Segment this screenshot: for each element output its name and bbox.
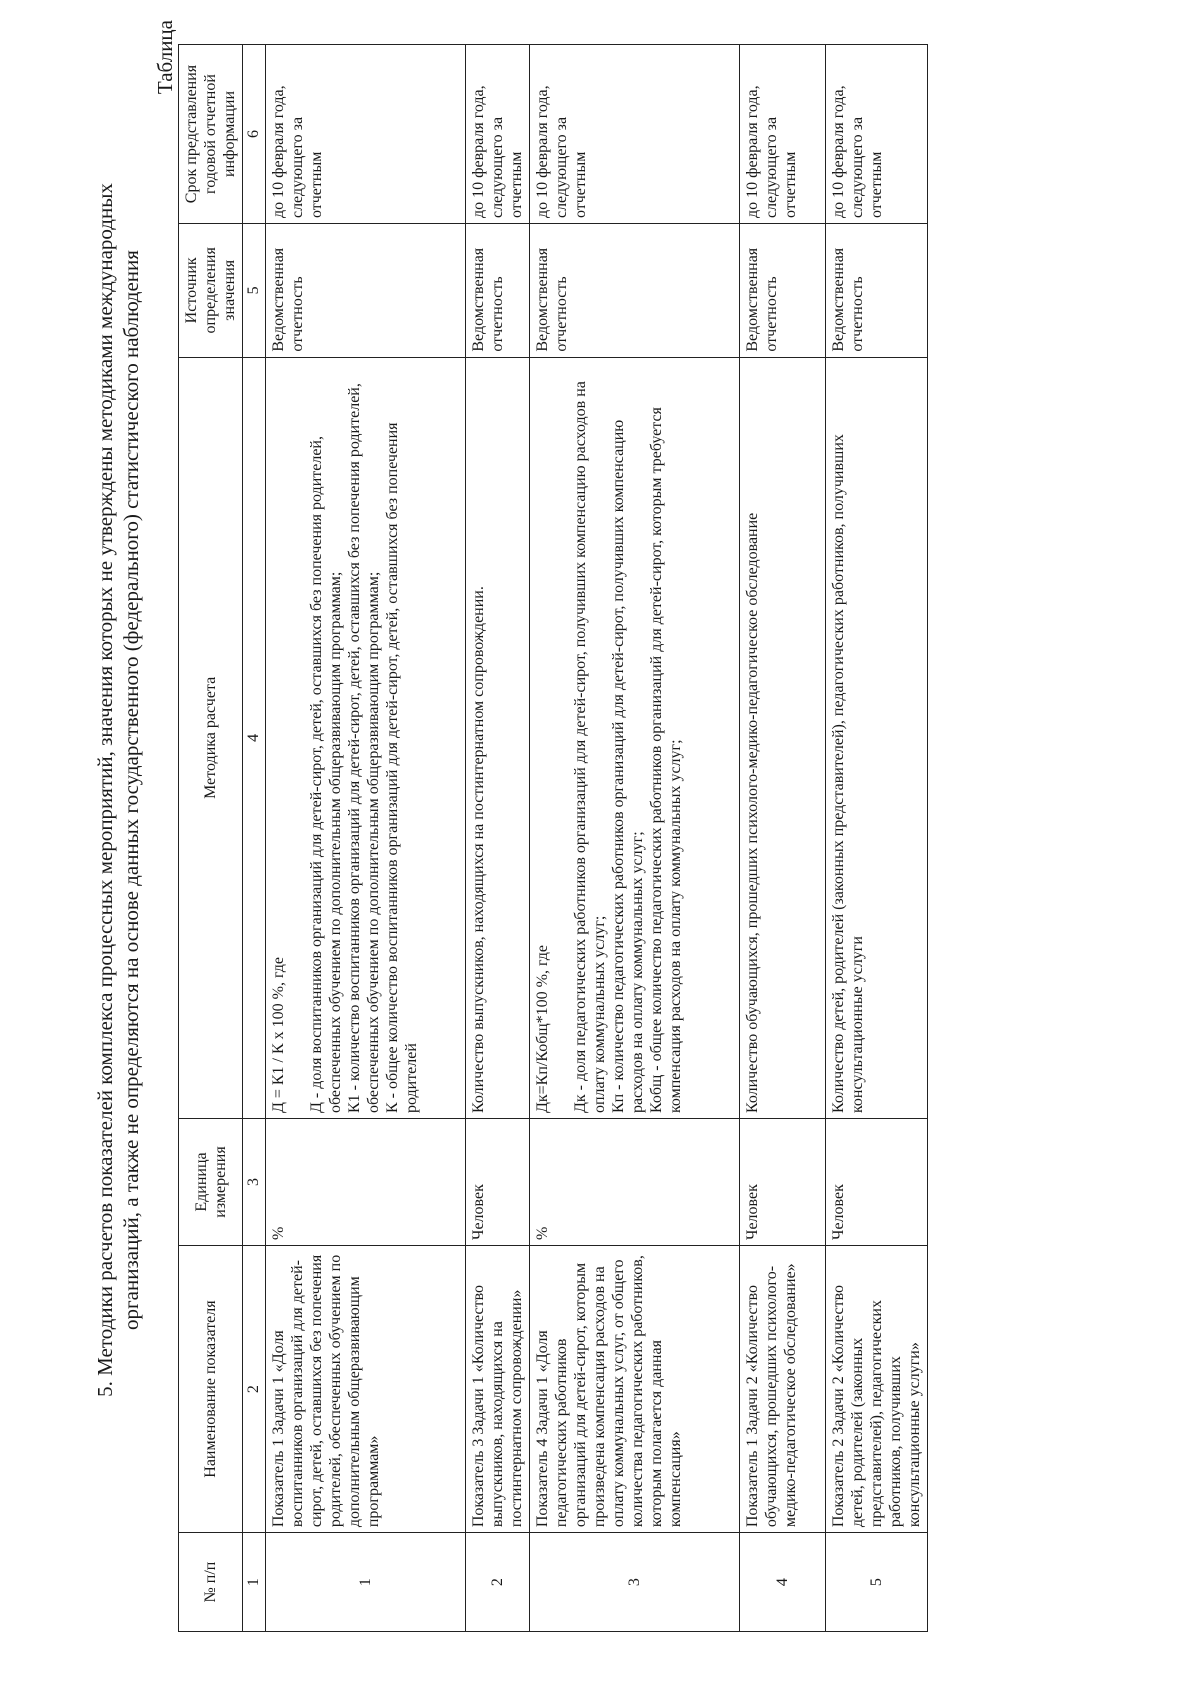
- header-unit: Единица измерения: [179, 1119, 243, 1246]
- indicator-unit: Человек: [826, 1119, 928, 1246]
- document-title: [92, 90, 144, 1490]
- indicator-unit: Человек: [740, 1119, 826, 1246]
- calculation-method: Количество обучающихся, прошедших психолого-медико-педагогическое обследование: [740, 357, 826, 1118]
- method-formula: Дк=Кп/Кобщ*100 %, где: [534, 944, 551, 1114]
- indicator-name: Показатель 2 Задачи 2 «Количество детей, родителей (законных представителей), педагогических работников, получивших консультационные услуги»: [826, 1245, 928, 1532]
- report-deadline: до 10 февраля года, следующего за отчетным: [740, 45, 826, 224]
- calculation-method: Количество детей, родителей (законных представителей), педагогических работников, получивших консультационные услуги: [826, 357, 928, 1118]
- column-number: 1: [243, 1533, 266, 1632]
- method-description: К - общее количество воспитанников организаций для детей-сирот, детей, оставшихся без попечения родителей: [384, 422, 420, 1114]
- table-row: [826, 45, 928, 1632]
- method-description: Кп - количество педагогических работников организаций для детей-сирот, получивших компенсацию расходов на оплату коммунальных услуг;: [610, 419, 646, 1114]
- header-indicator-name: Наименование показателя: [179, 1245, 243, 1532]
- row-number: 3: [530, 1533, 740, 1632]
- row-number: 1: [266, 1533, 466, 1632]
- method-formula: Д = К1 / К х 100 %, где: [270, 956, 287, 1114]
- calculation-method: [266, 357, 466, 1118]
- calculation-method: Количество выпускников, находящихся на постинтернатном сопровождении.: [466, 357, 530, 1118]
- indicator-name: Показатель 3 Задачи 1 «Количество выпускников, находящихся на постинтернатном сопровождении»: [466, 1245, 530, 1532]
- indicator-name: Показатель 1 Задачи 1 «Доля воспитанников организаций для детей-сирот, детей, оставшихся без попечения родителей, обеспеченных обучением по дополнительным общеразвивающим программам»: [266, 1245, 466, 1532]
- table-caption: Таблица: [153, 20, 177, 95]
- row-number: 5: [826, 1533, 928, 1632]
- indicator-name: Показатель 1 Задачи 2 «Количество обучающихся, прошедших психолого-медико-педагогическое обследование»: [740, 1245, 826, 1532]
- column-number: 4: [243, 357, 266, 1118]
- header-deadline: Срок представления годовой отчетной информации: [179, 45, 243, 224]
- value-source: Ведомственная отчетность: [266, 224, 466, 358]
- spacer: [288, 363, 307, 1113]
- indicator-unit: %: [530, 1119, 740, 1246]
- spacer: [552, 363, 571, 1113]
- column-number: 2: [243, 1245, 266, 1532]
- method-description: Д - доля воспитанников организаций для детей-сирот, детей, оставшихся без попечения родителей, обеспеченных обучением по дополнительным общеразвивающим программам;: [308, 436, 344, 1114]
- rotated-document-page: [70, 20, 1200, 1670]
- indicators-methodology-table: [178, 44, 928, 1632]
- header-number: № п/п: [179, 1533, 243, 1632]
- value-source: Ведомственная отчетность: [530, 224, 740, 358]
- row-number: 2: [466, 1533, 530, 1632]
- report-deadline: до 10 февраля года, следующего за отчетным: [466, 45, 530, 224]
- document-title-line-2: организаций, а также не определяются на основе данных государственного (федерального) статистического наблюдения: [119, 250, 143, 1330]
- document-title-line-1: 5. Методики расчетов показателей комплекса процессных мероприятий, значения которых не утверждены методиками международных: [93, 183, 117, 1397]
- report-deadline: до 10 февраля года, следующего за отчетным: [266, 45, 466, 224]
- indicator-unit: %: [266, 1119, 466, 1246]
- header-calculation-method: Методика расчета: [179, 357, 243, 1118]
- column-number-row: [243, 45, 266, 1632]
- column-number: 5: [243, 224, 266, 358]
- calculation-method: [530, 357, 740, 1118]
- header-source: Источник определения значения: [179, 224, 243, 358]
- table-row: [466, 45, 530, 1632]
- table-header-row: [179, 45, 243, 1632]
- row-number: 4: [740, 1533, 826, 1632]
- method-description: К1 - количество воспитанников организаций для детей-сирот, детей, оставшихся без попечения родителей, обеспеченных обучением по дополнительным общеразвивающим программам;: [346, 383, 382, 1114]
- table-row: [266, 45, 466, 1632]
- value-source: Ведомственная отчетность: [466, 224, 530, 358]
- value-source: Ведомственная отчетность: [740, 224, 826, 358]
- method-description: Дк - доля педагогических работников организаций для детей-сирот, получивших компенсацию расходов на оплату коммунальных услуг;: [572, 381, 608, 1114]
- report-deadline: до 10 февраля года, следующего за отчетным: [826, 45, 928, 224]
- column-number: 3: [243, 1119, 266, 1246]
- table-row: [530, 45, 740, 1632]
- report-deadline: до 10 февраля года, следующего за отчетным: [530, 45, 740, 224]
- indicator-unit: Человек: [466, 1119, 530, 1246]
- indicator-name: Показатель 4 Задачи 1 «Доля педагогических работников организаций для детей-сирот, которым произведена компенсация расходов на оплату коммунальных услуг, от общего количества педагогических работников, которым полагается данная компенсация»: [530, 1245, 740, 1532]
- table-row: [740, 45, 826, 1632]
- method-description: Кобщ - общее количество педагогических работников организаций для детей-сирот, которым требуется компенсация расходов на оплату коммунальных услуг;: [648, 407, 684, 1114]
- column-number: 6: [243, 45, 266, 224]
- value-source: Ведомственная отчетность: [826, 224, 928, 358]
